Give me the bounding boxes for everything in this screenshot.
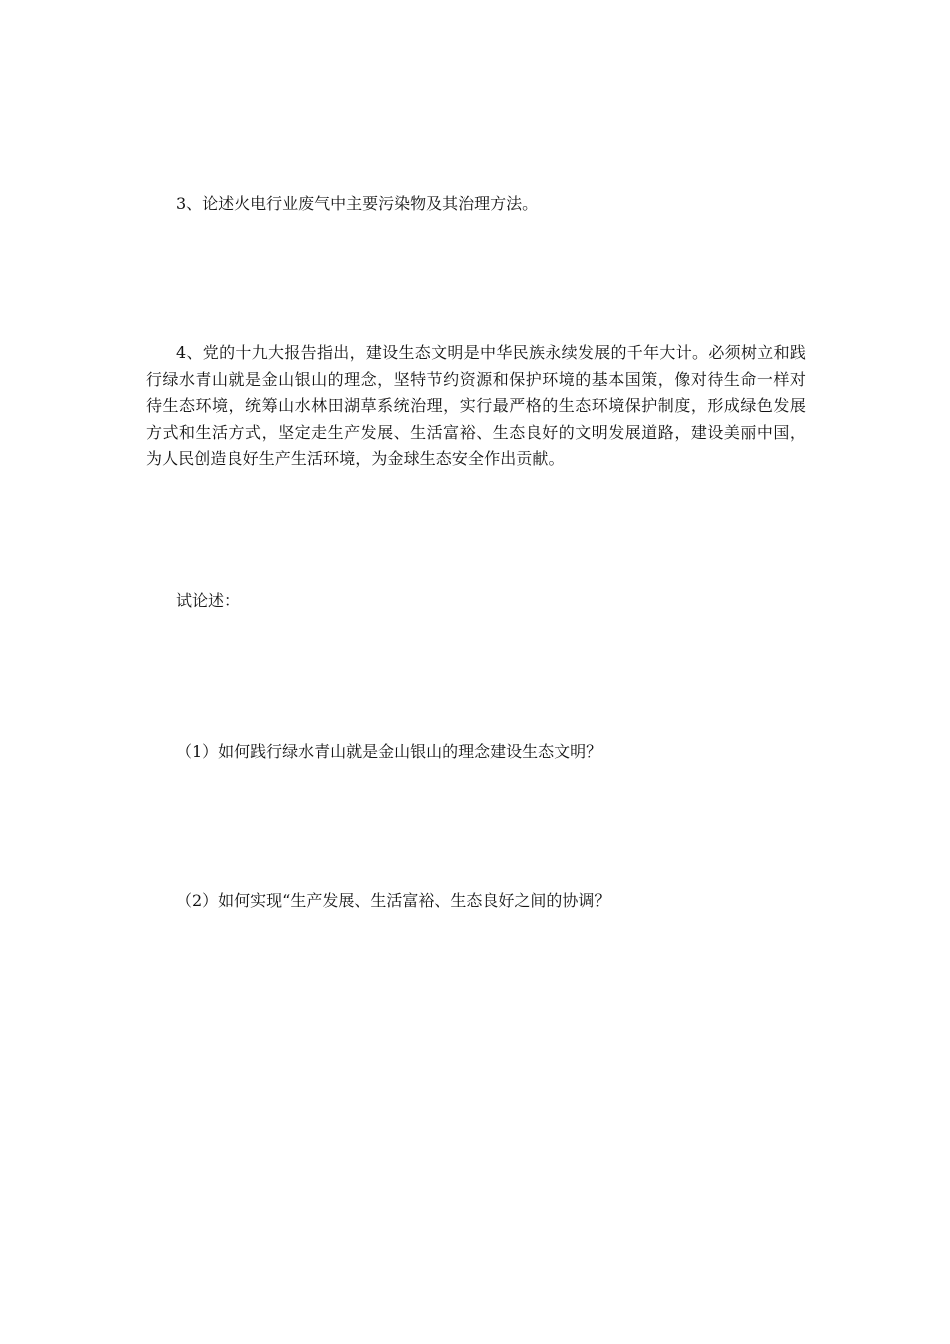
- sub-question-2: （2）如何实现“生产发展、生活富裕、生态良好之间的协调？: [176, 891, 611, 910]
- sub-question-1: （1）如何践行绿水青山就是金山银山的理念建设生态文明？: [176, 742, 603, 761]
- question-3: 3、论述火电行业废气中主要污染物及其治理方法。: [176, 194, 539, 213]
- discussion-prompt: 试论述：: [176, 591, 241, 610]
- question-4-paragraph: 4、党的十九大报告指出，建设生态文明是中华民族永续发展的千年大计。必须树立和践行绿水青山就是金山银山的理念，坚特节约资源和保护环境的基本国策，像对待生命一样对待生态环境，统筹山水林田湖草系统治理，实行最严格的生态环境保护制度，形成绿色发展方式和生活方式，坚定走生产发展、生活富裕、生态良好的文明发展道路，建设美丽中国，为人民创造良好生产生活环境，为金球生态安全作出贡献。: [146, 343, 806, 468]
